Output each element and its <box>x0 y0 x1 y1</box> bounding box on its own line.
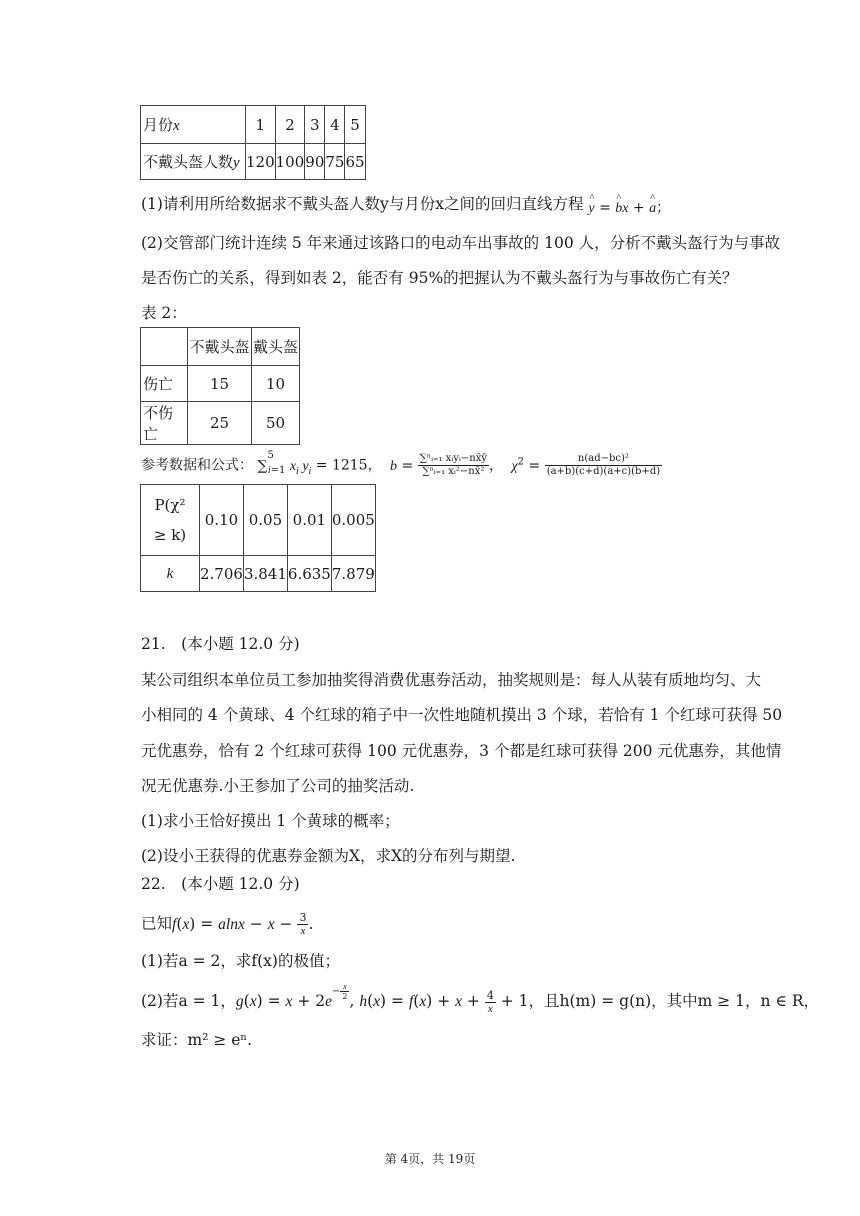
q21-part1: (1)求小王恰好摸出 1 个黄球的概率； <box>141 812 400 830</box>
table1-month: 3 <box>305 106 325 144</box>
table2-cell: 10 <box>252 366 300 402</box>
p-label-top: P(χ² <box>154 496 186 514</box>
reference-formulas <box>141 452 662 481</box>
table2-corner <box>141 328 188 366</box>
q22-intro <box>141 912 313 937</box>
table1-month: 1 <box>246 106 276 144</box>
table3-k-value: 7.879 <box>331 556 375 592</box>
table1-header-label: 月份x <box>141 106 246 144</box>
table3-k-label <box>141 556 200 592</box>
chi-numerator: n(ad−bc)² <box>545 453 662 466</box>
table1-count: 90 <box>305 144 325 180</box>
table1-month: 5 <box>345 106 365 144</box>
q22-title: 22. (本小题 12.0 分) <box>141 875 300 893</box>
k-label: k <box>166 566 174 582</box>
q22-part2 <box>141 982 820 1015</box>
chi-formula: $\chi^2$ = $\frac{\text{n(ad−bc)²}}{(a+b)(c+d)(a+c)(b+d)}$ <box>511 453 661 478</box>
b-fraction <box>418 453 489 478</box>
table2-col-header: 不戴头盔 <box>188 328 252 366</box>
table3-prob: 0.10 <box>200 485 244 556</box>
q22-prove: 求证：m² ≥ eⁿ. <box>141 1031 253 1049</box>
table2-row-label: 不伤亡 <box>141 402 188 445</box>
table3-prob: 0.05 <box>243 485 287 556</box>
table-helmet-casualty <box>140 327 300 445</box>
q20-part1 <box>141 194 670 219</box>
q21-line: 某公司组织本单位员工参加抽奖得消费优惠券活动，抽奖规则是：每人从装有质地均匀、大 <box>141 671 762 689</box>
sum-result: = 1215， <box>315 457 382 474</box>
q22-part2-prefix: (2)若a = 1， <box>141 992 236 1011</box>
b-denominator: ∑ⁿᵢ₌₁ xᵢ²−nx̄² <box>422 466 485 478</box>
q21-line: 况无优惠券.小王参加了公司的抽奖活动. <box>141 777 415 795</box>
q22-part2-suffix: ，且h(m) = g(n)，其中m ≥ 1，n ∈ R， <box>528 992 820 1011</box>
table1-count: 120 <box>246 144 276 180</box>
q22-part1: (1)若a = 2，求f(x)的极值； <box>141 952 340 970</box>
table1-count: 75 <box>325 144 345 180</box>
b-numerator: ∑ⁿᵢ₌₁ xᵢyᵢ−nx̄ȳ <box>419 453 488 465</box>
page-footer: 第 4页，共 19页 <box>384 1152 476 1166</box>
table1-month: 2 <box>275 106 305 144</box>
q20-part1-text: (1)请利用所给数据求不戴头盔人数y与月份x之间的回归直线方程 <box>141 195 584 213</box>
table1-month: 4 <box>325 106 345 144</box>
q20-part2-line2: 是否伤亡的关系，得到如表 2，能否有 95%的把握认为不戴头盔行为与事故伤亡有关？ <box>141 269 738 287</box>
q21-line: 小相同的 4 个黄球、4 个红球的箱子中一次性地随机摸出 3 个球，若恰有 1 个红球可获得 50 <box>141 706 783 724</box>
q21-line: 元优惠券，恰有 2 个红球可获得 100 元优惠券，3 个都是红球可获得 200 元优惠券，其他情 <box>141 742 782 760</box>
table1-row-label: 不戴头盔人数y <box>141 144 246 180</box>
table3-prob: 0.01 <box>287 485 331 556</box>
table3-prob: 0.005 <box>331 485 375 556</box>
table2-cell: 50 <box>252 402 300 445</box>
chi-fraction <box>545 453 662 478</box>
g-definition: $g(x) = x + 2e^{- \frac{x}{2}}$ , <box>235 982 355 1011</box>
table2-cell: 25 <box>188 402 252 445</box>
sum-expression: ∑$^5_{i=1}$ $x_i$ $y_i$ <box>257 450 312 477</box>
q21-title: 21. (本小题 12.0 分) <box>141 635 300 653</box>
b-formula: b = $\frac{\text{∑ⁿᵢ₌₁ xᵢyᵢ−nx̄ȳ}}{\text{∑ⁿᵢ₌₁ xᵢ²−nx̄²}}$ ， <box>390 453 508 478</box>
table2-cell: 15 <box>188 366 252 402</box>
table2-row-label: 伤亡 <box>141 366 188 402</box>
q22-intro-text: 已知 <box>141 914 173 933</box>
p-label-bottom: ≥ k) <box>153 526 187 544</box>
reference-label: 参考数据和公式： <box>141 457 253 474</box>
table-chi-square-critical <box>140 484 376 592</box>
table3-k-value: 3.841 <box>243 556 287 592</box>
table3-k-value: 2.706 <box>200 556 244 592</box>
f-definition: f(x) = alnx − x − $\frac{3}{x}$ . <box>172 911 314 937</box>
q21-part2: (2)设小王获得的优惠券金额为X，求X的分布列与期望. <box>141 847 516 865</box>
table2-col-header: 戴头盔 <box>252 328 300 366</box>
table-month-counts <box>140 105 366 180</box>
table2-caption: 表 2： <box>141 304 187 322</box>
regression-formula: ^ y = ^ bx + ^ a； <box>588 200 670 216</box>
h-definition: h(x) = f(x) + x + $\frac{4}{x}$ + 1 <box>359 988 529 1015</box>
q20-part2-line1: (2)交管部门统计连续 5 年来通过该路口的电动车出事故的 100 人，分析不戴头盔行为与事故 <box>141 234 781 252</box>
table3-p-label <box>141 485 200 556</box>
chi-denominator: (a+b)(c+d)(a+c)(b+d) <box>546 466 661 478</box>
table3-k-value: 6.635 <box>287 556 331 592</box>
table1-count: 65 <box>345 144 365 180</box>
table1-count: 100 <box>275 144 305 180</box>
